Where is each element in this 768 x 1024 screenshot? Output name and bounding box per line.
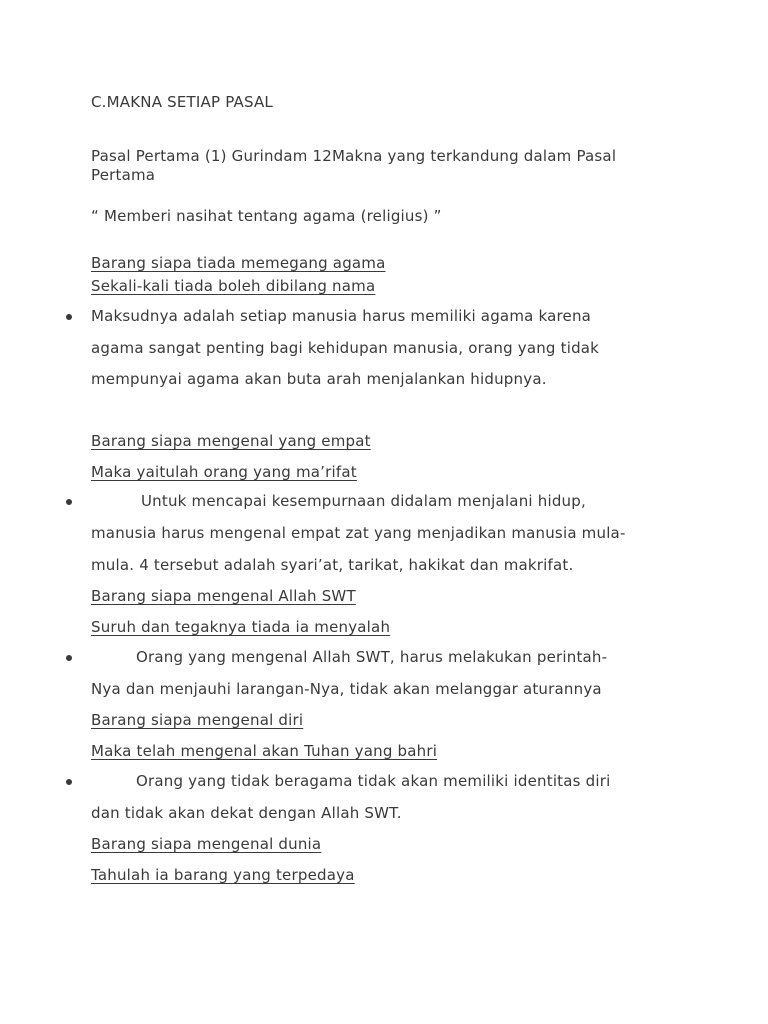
- verse-line: Barang siapa mengenal yang empat: [91, 432, 371, 450]
- verse-line: Barang siapa mengenal Allah SWT: [91, 587, 356, 605]
- bullet-icon: [66, 499, 72, 505]
- verse-line: Tahulah ia barang yang terpedaya: [91, 866, 355, 884]
- verse-line: Maka telah mengenal akan Tuhan yang bahri: [91, 742, 438, 760]
- section-heading: C.MAKNA SETIAP PASAL: [91, 93, 273, 111]
- verse-line: Maka yaitulah orang yang ma’rifat: [91, 463, 357, 481]
- intro-line: Pasal Pertama (1) Gurindam 12Makna yang terkandung dalam Pasal: [91, 147, 617, 165]
- explanation-line: Nya dan menjauhi larangan-Nya, tidak akan melanggar aturannya: [91, 680, 602, 698]
- summary-quote: “ Memberi nasihat tentang agama (religius) ”: [91, 207, 442, 225]
- verse-line: Barang siapa tiada memegang agama: [91, 254, 386, 272]
- explanation-line: manusia harus mengenal empat zat yang menjadikan manusia mula-: [91, 524, 626, 542]
- explanation-line: Untuk mencapai kesempurnaan didalam menjalani hidup,: [141, 492, 586, 510]
- bullet-icon: [66, 779, 72, 785]
- explanation-line: Maksudnya adalah setiap manusia harus memiliki agama karena: [91, 307, 592, 325]
- explanation-line: dan tidak akan dekat dengan Allah SWT.: [91, 804, 402, 822]
- verse-line: Sekali-kali tiada boleh dibilang nama: [91, 277, 376, 295]
- explanation-line: Orang yang tidak beragama tidak akan memiliki identitas diri: [136, 772, 611, 790]
- verse-line: Barang siapa mengenal diri: [91, 711, 304, 729]
- verse-line: Suruh dan tegaknya tiada ia menyalah: [91, 618, 391, 636]
- intro-line: Pertama: [91, 166, 156, 184]
- explanation-line: mula. 4 tersebut adalah syari’at, tarikat, hakikat dan makrifat.: [91, 556, 574, 574]
- verse-line: Barang siapa mengenal dunia: [91, 835, 322, 853]
- bullet-icon: [66, 655, 72, 661]
- explanation-line: agama sangat penting bagi kehidupan manusia, orang yang tidak: [91, 339, 600, 357]
- bullet-icon: [66, 314, 72, 320]
- explanation-line: mempunyai agama akan buta arah menjalankan hidupnya.: [91, 370, 547, 388]
- explanation-line: Orang yang mengenal Allah SWT, harus melakukan perintah-: [136, 648, 608, 666]
